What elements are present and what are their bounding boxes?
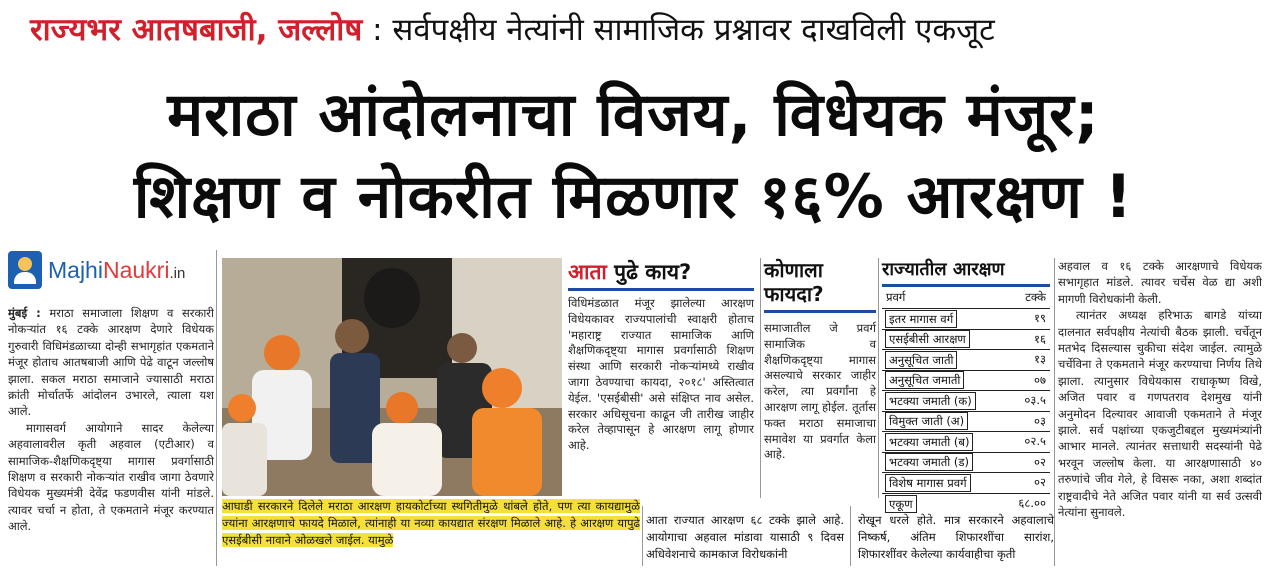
- table-row: [882, 453, 1050, 474]
- kicker-highlight: राज्यभर आतषबाजी, जल्लोष: [30, 12, 363, 48]
- site-logo: [8, 248, 208, 292]
- bottom-left-text: आता राज्यात आरक्षण ६८ टक्के झाले आहे. आयोगाचा अहवाल मांडावा यासाठी ९ दिवस अधिवेशनाचे कामकाज विरोधकांनी: [646, 513, 844, 561]
- row-category: एसईबीसी आरक्षण: [885, 330, 970, 348]
- row-category: विमुक्त जाती (अ): [885, 412, 968, 430]
- box-who-benefits-title: कोणाला फायदा?: [764, 258, 876, 313]
- box-what-next: [568, 258, 754, 498]
- row-percent: १९: [1034, 311, 1046, 326]
- reservation-table-rows: [882, 308, 1050, 514]
- bottom-right-text: रोखून धरले होते. मात्र सरकारने अहवालाचे निष्कर्ष, अंतिम शिफारशींचा सारांश, शिफारशींवर केलेल्या कार्यवाहीचा कृती: [858, 513, 1054, 561]
- column1-para-1-text: मराठा समाजाला शिक्षण व सरकारी नोकऱ्यांत १६ टक्के आरक्षण देणारे विधेयक गुरुवारी विधिमंडळाच्या दोन्ही सभागृहांत एकमताने मंजूर होताच आतषबाजी आणि पेढे वाटून जल्लोष झाला. सकल मराठा समाजाने ज्यासाठी मराठा क्रांती मोर्चातर्फे आंदोलन उभारले, त्याला यश आले.: [8, 306, 214, 419]
- row-percent: ०२: [1034, 475, 1046, 490]
- table-row-total: [882, 494, 1050, 515]
- column6-para-1: अहवाल व १६ टक्के आरक्षणाचे विधेयक सभागृहात मांडले. त्यावर चर्चेस वेळ द्या अशी मागणी विरोधकांनी केली.: [1058, 259, 1262, 306]
- row-category: भटक्या जमाती (ड): [885, 453, 973, 471]
- reservation-table-header: [882, 287, 1050, 306]
- table-row: [882, 330, 1050, 351]
- person-icon: [8, 251, 42, 289]
- news-photo: [222, 258, 562, 496]
- column-divider: [216, 250, 217, 566]
- box-what-next-title-red: आता: [568, 260, 607, 284]
- row-category: भटक्या जमाती (क): [885, 392, 976, 410]
- column-divider: [760, 258, 761, 498]
- kicker-rest: सर्वपक्षीय नेत्यांनी सामाजिक प्रश्नावर दाखविली एकजूट: [392, 12, 995, 48]
- box-what-next-title-rest: पुढे काय?: [606, 260, 692, 284]
- dateline: मुंबई :: [8, 306, 41, 320]
- photo-caption: [222, 498, 640, 566]
- total-label: एकूण: [885, 495, 917, 513]
- table-row: [882, 391, 1050, 412]
- table-row: [882, 350, 1050, 371]
- row-category: भटक्या जमाती (ब): [885, 433, 973, 451]
- table-row: [882, 371, 1050, 392]
- article-column-6: [1058, 258, 1262, 568]
- row-percent: ०२: [1034, 454, 1046, 469]
- box-what-next-body: विधिमंडळात मंजूर झालेल्या आरक्षण विधेयकावर राज्यपालांची स्वाक्षरी होताच 'महाराष्ट्र राज्यात सामाजिक आणि शैक्षणिकदृष्ट्या मागास प्रवर्गासाठी शिक्षण संस्था आणि सरकारी नोकऱ्यांमध्ये राखीव जागा ठेवण्याचा कायदा, २०१८' अस्तित्वात येईल. 'एसईबीसी' असे संक्षिप्त नाव असेल. सरकार अधिसूचना काढून जी तारीख जाहीर करेल तेव्हापासून हे आरक्षण लागू होणार आहे.: [568, 296, 754, 453]
- kicker-line: [30, 8, 1240, 54]
- row-percent: ०२.५: [1024, 434, 1046, 449]
- table-row: [882, 432, 1050, 453]
- headline-line-2: शिक्षण व नोकरीत मिळणार १६% आरक्षण !: [133, 162, 1134, 232]
- column6-para-2: त्यानंतर अध्यक्ष हरिभाऊ बागडे यांच्या दालनात सर्वपक्षीय नेत्यांची बैठक झाली. चर्चेतून मतभेद दिसल्यास चुकीचा संदेश जाईल. त्यामुळे चर्चेविना ते एकमताने मंजूर करण्याचा निर्णय तिथे झाला. त्यानुसार विधेयकास राधाकृष्ण विखे, अजित पवार व गणपतराव देशमुख यांनी अनुमोदन दिल्यावर आवाजी एकमताने ते मंजूर झाले. सर्व पक्षांच्या एकजुटीबद्दल मुख्यमंत्र्यांनी आभार मानले. त्यानंतर सत्ताधारी सदस्यांनी पेढे भरवून जल्लोष केला. या आरक्षणासाठी ४० तरुणांचे जीव गेले, हे विसरू नका, अशा शब्दांत राष्ट्रवादीचे नेते अजित पवार यांनी या सर्व उत्सवी नेत्यांना सुनावले.: [1058, 308, 1262, 520]
- header-category: प्रवर्ग: [886, 290, 906, 304]
- photo-illustration: [222, 258, 562, 496]
- column-divider: [878, 258, 879, 498]
- column1-para-2: मागासवर्ग आयोगाने सादर केलेल्या अहवालावरील कृती अहवाल (एटीआर) व सामाजिक-शैक्षणिकदृष्ट्या मागास प्रवर्गासाठी शिक्षण व सरकारी नोकऱ्यांत राखीव जागा ठेवणारे विधेयक मुख्यमंत्री देवेंद्र फडणवीस यांनी मांडले. त्यावर चर्चा न होता, ते एकमताने मंजूर करण्यात आले.: [8, 420, 214, 534]
- article-column-1: [8, 305, 214, 567]
- kicker-separator: :: [362, 12, 393, 48]
- row-percent: ०३: [1034, 413, 1046, 428]
- column-divider: [642, 506, 643, 566]
- reservation-table-title: राज्यातील आरक्षण: [882, 258, 1050, 287]
- row-category: इतर मागास वर्ग: [885, 310, 957, 328]
- table-row: [882, 412, 1050, 433]
- box-what-next-title: [568, 258, 754, 291]
- caption-text: आघाडी सरकारने दिलेले मराठा आरक्षण हायकोर्टाच्या स्थगितीमुळे थांबले होते, पण त्या कायद्यामुळे ज्यांना आरक्षणाचे फायदे मिळाले, त्यांनाही या नव्या कायद्यात संरक्षण मिळाले आहे. हे आरक्षण यापुढे एसईबीसी नावाने ओळखले जाईल. यामुळे: [222, 499, 640, 547]
- column1-para-1: [8, 305, 214, 420]
- logo-suffix: .in: [169, 264, 186, 282]
- row-percent: ०७: [1034, 372, 1046, 387]
- headline-line-1: मराठा आंदोलनाचा विजय, विधेयक मंजूर;: [167, 80, 1100, 150]
- box-who-benefits-body: समाजातील जे प्रवर्ग सामाजिक व शैक्षणिकदृष्ट्या मागास असल्याचे सरकार जाहीर करेल, त्या प्रवर्गांना हे आरक्षण लागू होईल. तूर्तास फक्त मराठा समाजाचा समावेश या प्रवर्गात केला आहे.: [764, 321, 876, 462]
- reservation-table: [882, 258, 1050, 511]
- row-percent: ०३.५: [1024, 393, 1046, 408]
- logo-part-1: Majhi: [48, 256, 103, 283]
- row-percent: १६: [1034, 331, 1046, 346]
- table-row: [882, 473, 1050, 494]
- table-row: [882, 309, 1050, 330]
- row-category: विशेष मागास प्रवर्ग: [885, 474, 971, 492]
- logo-part-2: Naukri: [102, 256, 170, 283]
- row-category: अनुसूचित जमाती: [885, 371, 964, 389]
- total-value: ६८.००: [1018, 496, 1046, 511]
- box-who-benefits: [764, 258, 876, 498]
- column-divider: [850, 506, 851, 566]
- column-divider: [1054, 258, 1055, 566]
- logo-text: [48, 257, 185, 284]
- row-percent: १३: [1034, 352, 1046, 367]
- header-percent: टक्के: [1025, 290, 1046, 304]
- row-category: अनुसूचित जाती: [885, 351, 957, 369]
